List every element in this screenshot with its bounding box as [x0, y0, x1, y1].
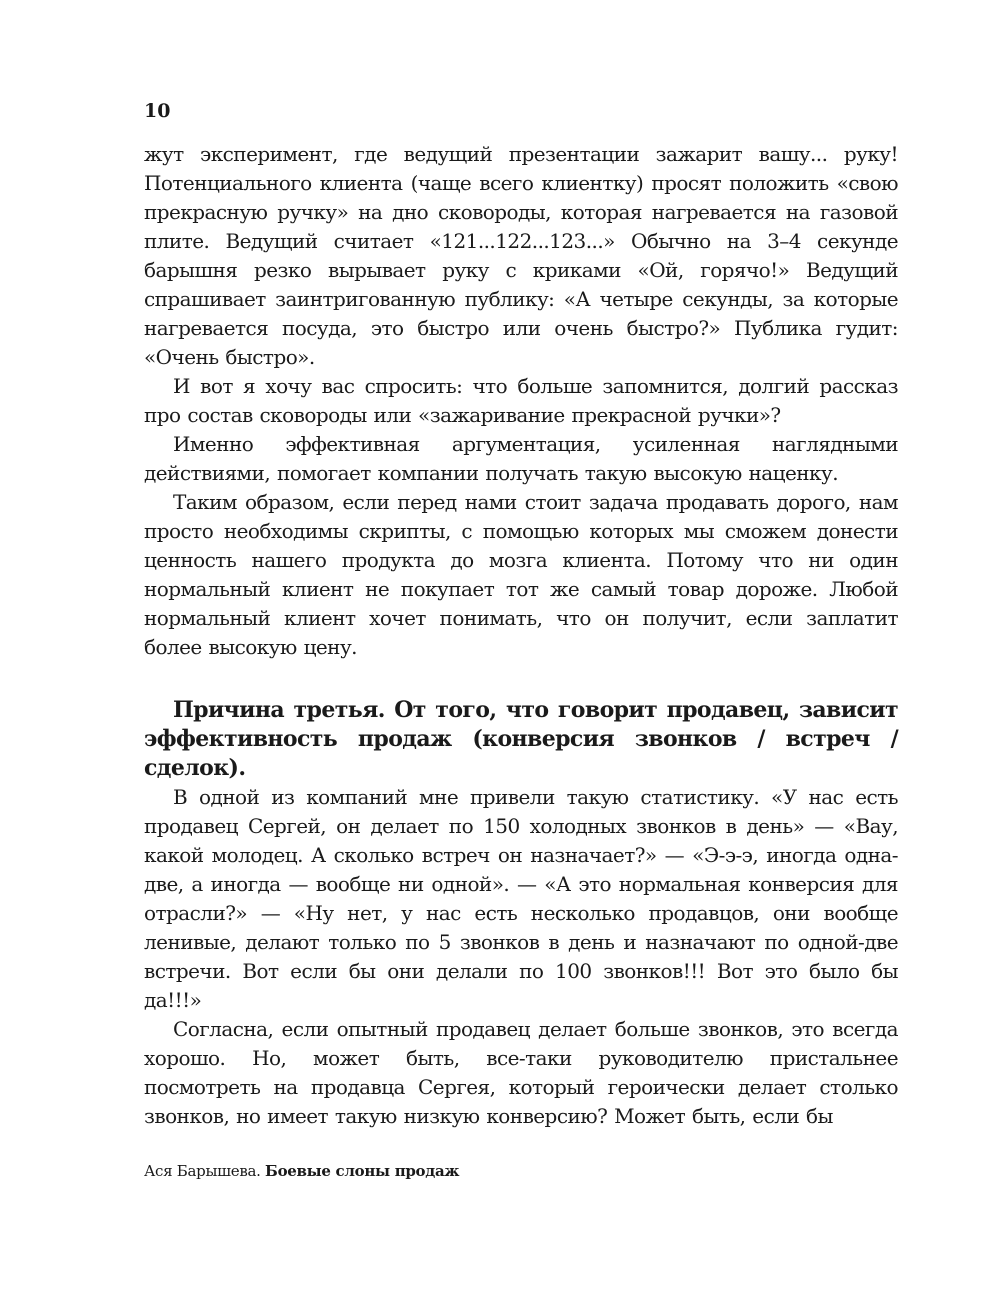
- paragraph: Таким образом, если перед нами стоит задача продавать дорого, нам просто необходимы скрипты, с помощью которых мы сможем донести ценность нашего продукта до мозга клиента. Потому что ни один нормальный клиент не покупает тот же самый товар дороже. Любой нормальный клиент хочет понимать, что он получит, если заплатит более высокую цену.: [144, 490, 898, 659]
- footer-book-title: Боевые слоны продаж: [265, 1162, 460, 1180]
- body-text: [144, 140, 898, 1131]
- section-heading: Причина третья. От того, что говорит продавец, зависит эффективность продаж (конверсия звонков / встреч / сделок).: [144, 697, 898, 781]
- page-number: 10: [144, 100, 171, 122]
- running-footer: [144, 1160, 459, 1182]
- paragraph: Именно эффективная аргументация, усиленная наглядными действиями, помогает компании получать такую высокую наценку.: [144, 432, 898, 485]
- paragraph: И вот я хочу вас спросить: что больше запомнится, долгий рассказ про состав сковороды или «зажаривание прекрасной ручки»?: [144, 374, 898, 427]
- paragraph-continued: жут эксперимент, где ведущий презентации зажарит вашу... руку! Потенциального клиента (чаще всего клиентку) просят положить «свою прекрасную ручку» на дно сковороды, которая нагревается на газовой плите. Ведущий считает «121...122...123...» Обычно на 3–4 секунде барышня резко вырывает руку с криками «Ой, горячо!» Ведущий спрашивает заинтригованную публику: «А четыре секунды, за которые нагревается посуда, это быстро или очень быстро?» Публика гудит: «Очень быстро».: [144, 142, 898, 369]
- paragraph: В одной из компаний мне привели такую статистику. «У нас есть продавец Сергей, он делает по 150 холодных звонков в день» — «Вау, какой молодец. А сколько встреч он назначает?» — «Э-э-э, иногда одна-две, а иногда — вообще ни одной». — «А это нормальная конверсия для отрасли?» — «Ну нет, у нас есть несколько продавцов, они вообще ленивые, делают только по 5 звонков в день и назначают по одной-две встречи. Вот если бы они делали по 100 звонков!!! Вот это было бы да!!!»: [144, 785, 898, 1012]
- paragraph: Согласна, если опытный продавец делает больше звонков, это всегда хорошо. Но, может быть, все-таки руководителю пристальнее посмотреть на продавца Сергея, который героически делает столько звонков, но имеет такую низкую конверсию? Может быть, если бы: [144, 1017, 898, 1128]
- footer-author: Ася Барышева.: [144, 1162, 261, 1180]
